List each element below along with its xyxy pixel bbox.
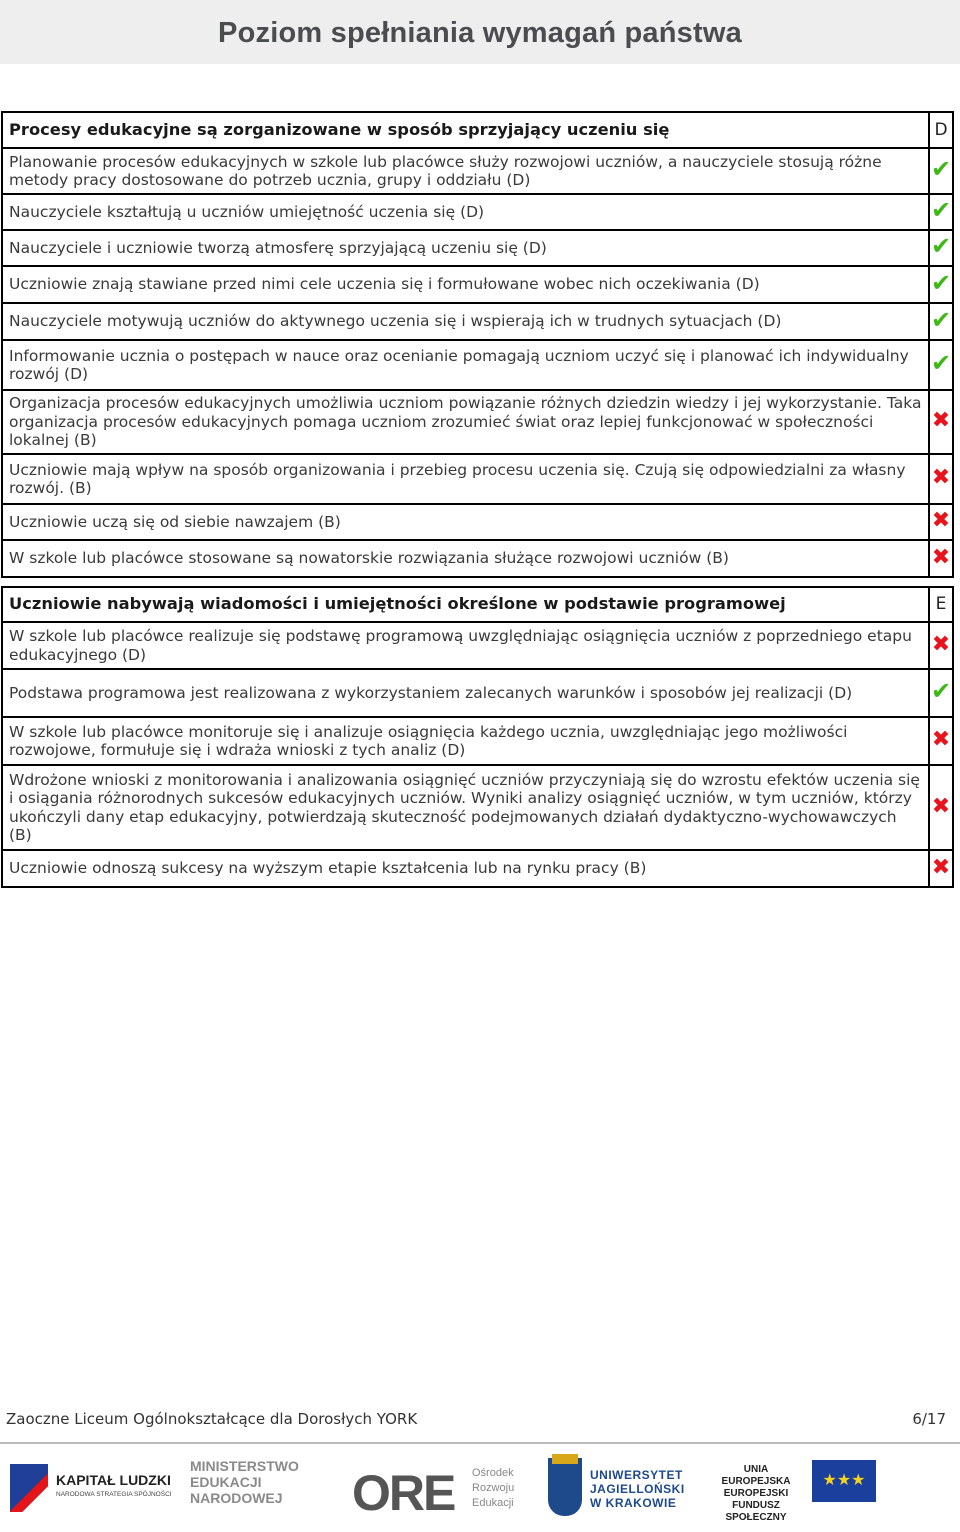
requirement-text: W szkole lub placówce realizuje się podstawę programową uwzględniając osiągnięcia uczniów z poprzedniego etapu edukacyjnego (D) <box>2 622 929 669</box>
page-number: 6/17 <box>912 1410 946 1428</box>
table-row <box>2 540 953 577</box>
requirement-text: Uczniowie uczą się od siebie nawzajem (B) <box>2 504 929 540</box>
table-row <box>2 266 953 303</box>
cross-icon: ✖ <box>931 508 951 534</box>
ore-mark: ORE <box>352 1465 455 1521</box>
footer <box>4 1410 950 1432</box>
section-header <box>2 112 953 148</box>
requirement-text: W szkole lub placówce monitoruje się i analizuje osiągnięcia każdego ucznia, uwzględniając jego możliwości rozwojowe, formułuje się i wdraża wnioski z tych analiz (D) <box>2 717 929 765</box>
kapital-ludzki-logo: KAPITAŁ LUDZKI NARODOWA STRATEGIA SPÓJNOŚCI <box>10 1458 180 1518</box>
requirements-table-1 <box>1 111 954 578</box>
check-icon: ✔ <box>930 349 952 378</box>
table-row <box>2 148 953 194</box>
table-row <box>2 669 953 717</box>
table-row <box>2 194 953 230</box>
table-row <box>2 717 953 765</box>
title-bar <box>0 0 960 64</box>
section-header <box>2 587 953 622</box>
requirement-text: Uczniowie znają stawiane przed nimi cele uczenia się i formułowane wobec nich oczekiwania (D) <box>2 266 929 303</box>
requirement-text: W szkole lub placówce stosowane są nowatorskie rozwiązania służące rozwojowi uczniów (B) <box>2 540 929 577</box>
ministerstwo-logo: MINISTERSTWO EDUKACJI NARODOWEJ <box>190 1458 299 1506</box>
check-icon: ✔ <box>930 155 952 184</box>
requirement-text: Uczniowie mają wpływ na sposób organizowania i przebieg procesu uczenia się. Czują się odpowiedzialni za własny rozwój. (B) <box>2 454 929 504</box>
requirement-text: Nauczyciele i uczniowie tworzą atmosferę sprzyjającą uczeniu się (D) <box>2 230 929 266</box>
cross-icon: ✖ <box>931 727 951 753</box>
cross-icon: ✖ <box>931 793 951 819</box>
footer-divider <box>0 1442 960 1444</box>
crown-icon <box>552 1454 578 1464</box>
eu-flag-icon: ★★★ <box>812 1460 876 1502</box>
requirement-text: Wdrożone wnioski z monitorowania i analizowania osiągnięć uczniów przyczyniają się do wzrostu efektów uczenia się i osiągania różnorodnych sukcesów edukacyjnych uczniów. Wyniki analizy osiągnięć uczniów, w tym uczniów, którzy ukończyli dany etap edukacyjny, potwierdzają skuteczność podejmowanych działań dydaktyczno-wychowawczych (B) <box>2 765 929 850</box>
section-heading: Uczniowie nabywają wiadomości i umiejętności określone w podstawie programowej <box>2 587 929 622</box>
page-title: Poziom spełniania wymagań państwa <box>218 17 742 49</box>
table-row <box>2 340 953 390</box>
requirement-text: Planowanie procesów edukacyjnych w szkole lub placówce służy rozwojowi uczniów, a nauczyciele stosują różne metody pracy dostosowane do potrzeb ucznia, grupy i oddziału (D) <box>2 148 929 194</box>
check-icon: ✔ <box>930 305 952 334</box>
table-row <box>2 454 953 504</box>
table-row <box>2 622 953 669</box>
section-level: D <box>929 112 953 148</box>
requirement-text: Organizacja procesów edukacyjnych umożliwia uczniom powiązanie różnych dziedzin wiedzy i jej wykorzystanie. Taka organizacja procesów edukacyjnych pomaga uczniom zrozumieć świat oraz lepiej funkcjonować w społeczności lokalnej (B) <box>2 390 929 454</box>
cross-icon: ✖ <box>931 544 951 570</box>
logo-strip <box>0 1448 960 1532</box>
ore-logo: ORE Ośrodek Rozwoju Edukacji <box>352 1465 515 1521</box>
cross-icon: ✖ <box>931 408 951 434</box>
flag-icon <box>10 1464 48 1512</box>
table-row <box>2 390 953 454</box>
shield-icon <box>548 1458 582 1516</box>
requirements-table-2 <box>1 586 954 888</box>
requirement-text: Nauczyciele motywują uczniów do aktywnego uczenia się i wspierają ich w trudnych sytuacjach (D) <box>2 303 929 340</box>
section-heading: Procesy edukacyjne są zorganizowane w sposób sprzyjający uczeniu się <box>2 112 929 148</box>
section-level: E <box>929 587 953 622</box>
table-row <box>2 230 953 266</box>
requirement-text: Podstawa programowa jest realizowana z wykorzystaniem zalecanych warunków i sposobów jej realizacji (D) <box>2 669 929 717</box>
cross-icon: ✖ <box>931 465 951 491</box>
check-icon: ✔ <box>930 268 952 297</box>
eu-logo: UNIA EUROPEJSKA EUROPEJSKI FUNDUSZ SPOŁECZNY ★★★ <box>710 1458 870 1518</box>
requirement-text: Uczniowie odnoszą sukcesy na wyższym etapie kształcenia lub na rynku pracy (B) <box>2 850 929 887</box>
uj-logo: UNIWERSYTET JAGIELLOŃSKI W KRAKOWIE <box>548 1458 688 1528</box>
requirement-text: Informowanie ucznia o postępach w nauce oraz ocenianie pomagają uczniom uczyć się i planować ich indywidualny rozwój (D) <box>2 340 929 390</box>
cross-icon: ✖ <box>931 631 951 657</box>
table-row <box>2 765 953 850</box>
table-row <box>2 303 953 340</box>
table-row <box>2 850 953 887</box>
cross-icon: ✖ <box>931 854 951 880</box>
table-row <box>2 504 953 540</box>
requirement-text: Nauczyciele kształtują u uczniów umiejętność uczenia się (D) <box>2 194 929 230</box>
check-icon: ✔ <box>930 232 952 261</box>
check-icon: ✔ <box>930 677 952 706</box>
school-name: Zaoczne Liceum Ogólnokształcące dla Dorosłych YORK <box>6 1410 418 1428</box>
check-icon: ✔ <box>930 196 952 225</box>
